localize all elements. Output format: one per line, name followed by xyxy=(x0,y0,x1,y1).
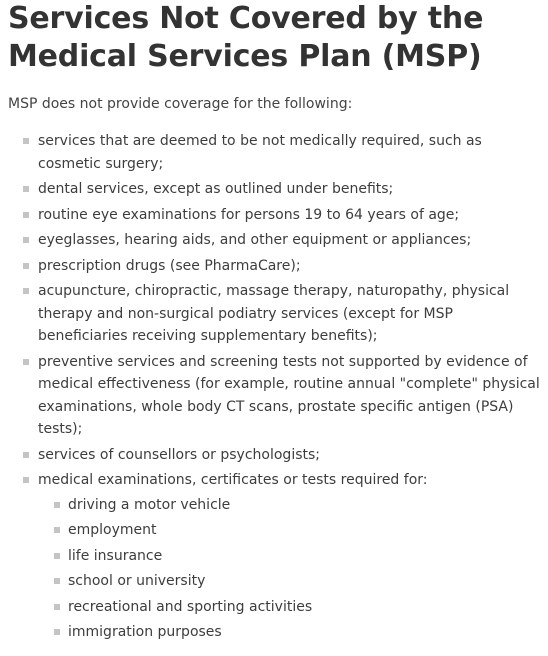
required-for-sublist xyxy=(38,494,542,644)
sublist-item: recreational and sporting activities xyxy=(68,596,542,619)
list-item: eyeglasses, hearing aids, and other equipment or appliances; xyxy=(38,229,542,252)
sublist-item: life insurance xyxy=(68,545,542,568)
list-item: services of counsellors or psychologists; xyxy=(38,444,542,467)
list-item-medical-examinations xyxy=(38,469,542,644)
list-item-label: medical examinations, certificates or tests required for: xyxy=(38,472,428,488)
page-title xyxy=(8,0,542,76)
list-item: services that are deemed to be not medically required, such as cosmetic surgery; xyxy=(38,130,542,175)
sublist-item: immigration purposes xyxy=(68,621,542,644)
page-title-line-1: Services Not Covered by the xyxy=(8,1,484,36)
services-list xyxy=(8,130,542,644)
sublist-item: driving a motor vehicle xyxy=(68,494,542,517)
sublist-item: employment xyxy=(68,519,542,542)
list-item: prescription drugs (see PharmaCare); xyxy=(38,255,542,278)
list-item: routine eye examinations for persons 19 to 64 years of age; xyxy=(38,204,542,227)
page-title-line-2: Medical Services Plan (MSP) xyxy=(8,39,482,74)
sublist-item: school or university xyxy=(68,570,542,593)
list-item: acupuncture, chiropractic, massage therapy, naturopathy, physical therapy and non-surgical podiatry services (except for MSP beneficiaries receiving supplementary benefits); xyxy=(38,280,542,348)
list-item: dental services, except as outlined under benefits; xyxy=(38,178,542,201)
intro-text: MSP does not provide coverage for the following: xyxy=(8,96,353,112)
list-item: preventive services and screening tests not supported by evidence of medical effectiveness (for example, routine annual "complete" physical examinations, whole body CT scans, prostate specific antigen (PSA) tests); xyxy=(38,351,542,441)
